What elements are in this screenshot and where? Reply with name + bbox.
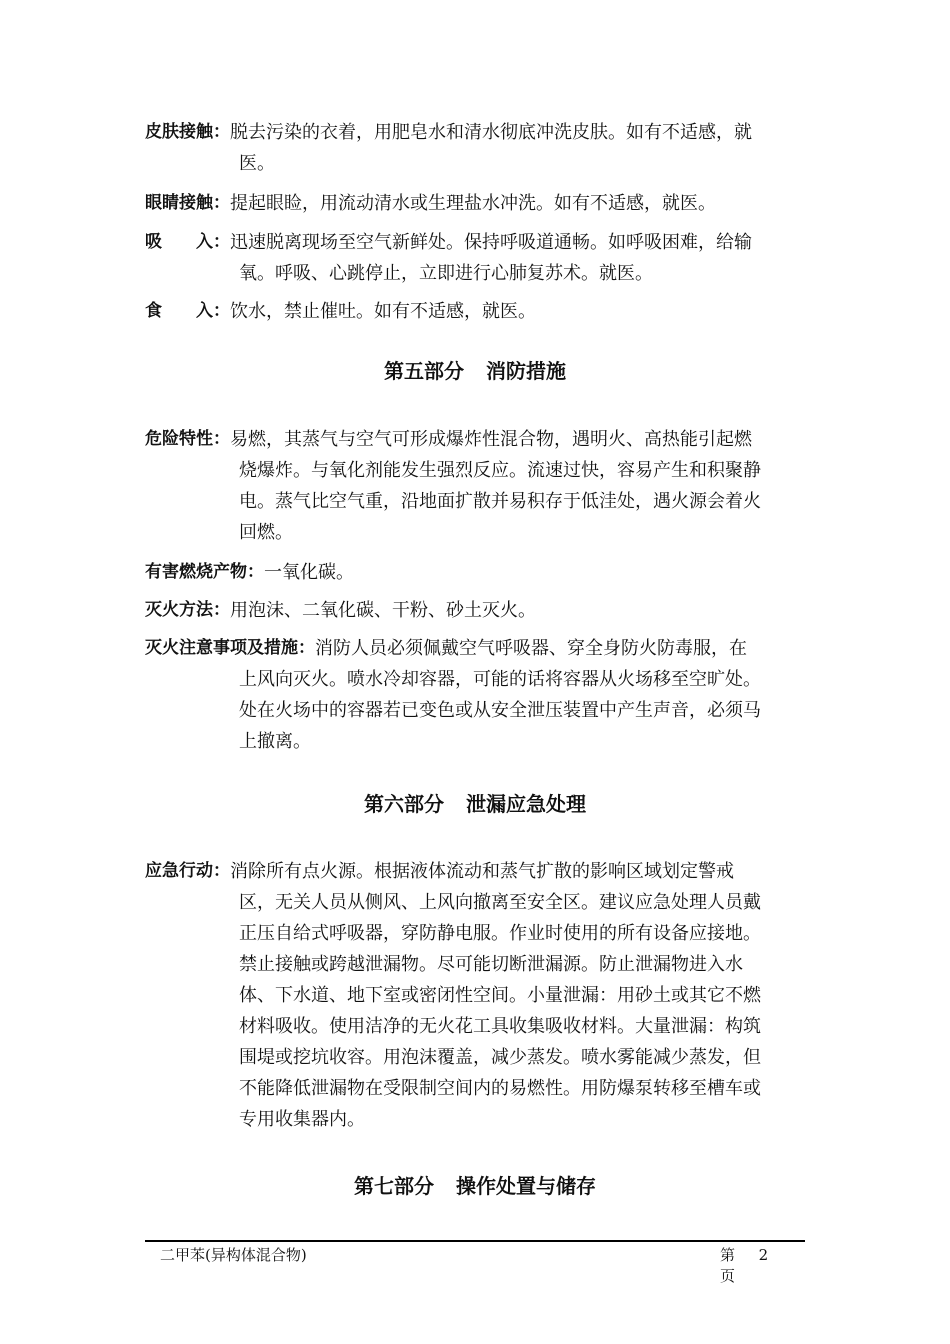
heading-number: 第六部分 [364,792,444,816]
entry-text-line: 脱去污染的衣着，用肥皂水和清水彻底冲洗皮肤。如有不适感，就 [230,122,752,143]
page-prefix: 第 [720,1246,736,1264]
entry-text-line: 正压自给式呼吸器，穿防静电服。作业时使用的所有设备应接地。 [239,923,761,944]
entry-text-line: 一氧化碳。 [264,562,354,583]
heading-number: 第七部分 [354,1174,434,1198]
footer-page-indicator [720,1244,800,1286]
entry-text-line: 材料吸收。使用洁净的无火花工具收集吸收材料。大量泄漏：构筑 [239,1016,761,1037]
page-suffix: 页 [720,1267,736,1285]
entry-text-line: 禁止接触或跨越泄漏物。尽可能切断泄漏源。防止泄漏物进入水 [239,954,743,975]
entry-text-line: 烧爆炸。与氧化剂能发生强烈反应。流速过快，容易产生和积聚静 [239,460,761,481]
entry-text-line: 体、下水道、地下室或密闭性空间。小量泄漏：用砂土或其它不燃 [239,985,761,1006]
entry-label: 眼睛接触： [145,193,230,213]
entry-text-line: 氧。呼吸、心跳停止，立即进行心肺复苏术。就医。 [239,263,653,284]
entry-label: 有害燃烧产物： [145,562,264,582]
entry-text-line: 上风向灭火。喷水冷却容器，可能的话将容器从火场移至空旷处。 [239,669,761,690]
footer-document-name: 二甲苯(异构体混合物) [160,1246,307,1264]
entry-label: 灭火注意事项及措施： [145,638,315,658]
entry-text-line: 医。 [239,153,275,174]
entry-label: 食 入： [145,301,230,321]
heading-title: 消防措施 [486,359,566,383]
section-heading-part7 [0,1170,950,1199]
entry-text-line: 专用收集器内。 [239,1109,365,1130]
section-heading-part6 [0,788,950,817]
entry-label: 灭火方法： [145,600,230,620]
inhalation-entry [145,227,805,289]
entry-label: 皮肤接触： [145,122,230,142]
entry-text-line: 回燃。 [239,522,293,543]
entry-label: 危险特性： [145,429,230,449]
extinguishing-method-entry [145,595,805,626]
entry-text-line: 提起眼睑，用流动清水或生理盐水冲洗。如有不适感，就医。 [230,193,716,214]
page-number: 2 [758,1246,769,1264]
entry-label: 应急行动： [145,861,230,881]
entry-text-line: 电。蒸气比空气重，沿地面扩散并易积存于低洼处，遇火源会着火 [239,491,761,512]
entry-text-line: 不能降低泄漏物在受限制空间内的易燃性。用防爆泵转移至槽车或 [239,1078,761,1099]
hazard-characteristics-entry [145,424,805,548]
footer-divider [145,1240,805,1242]
entry-text-line: 饮水，禁止催吐。如有不适感，就医。 [230,301,536,322]
entry-text-line: 易燃，其蒸气与空气可形成爆炸性混合物，遇明火、高热能引起燃 [230,429,752,450]
section-heading-part5 [0,355,950,384]
firefighting-precautions-entry [145,633,805,757]
skin-contact-entry [145,117,805,179]
entry-text-line: 用泡沫、二氧化碳、干粉、砂土灭火。 [230,600,536,621]
entry-text-line: 处在火场中的容器若已变色或从安全泄压装置中产生声音，必须马 [239,700,761,721]
eye-contact-entry [145,188,805,219]
entry-text-line: 消防人员必须佩戴空气呼吸器、穿全身防火防毒服，在 [315,638,747,659]
entry-text-line: 消除所有点火源。根据液体流动和蒸气扩散的影响区域划定警戒 [230,861,734,882]
entry-text-line: 围堤或挖坑收容。用泡沫覆盖，减少蒸发。喷水雾能减少蒸发，但 [239,1047,761,1068]
entry-text-line: 区，无关人员从侧风、上风向撤离至安全区。建议应急处理人员戴 [239,892,761,913]
entry-text-line: 上撤离。 [239,731,311,752]
ingestion-entry [145,296,805,327]
entry-text-line: 迅速脱离现场至空气新鲜处。保持呼吸道通畅。如呼吸困难，给输 [230,232,752,253]
heading-number: 第五部分 [384,359,464,383]
heading-title: 操作处置与储存 [456,1174,596,1198]
combustion-products-entry [145,557,805,588]
emergency-response-entry [145,856,805,1135]
heading-title: 泄漏应急处理 [466,792,586,816]
entry-label: 吸 入： [145,232,230,252]
